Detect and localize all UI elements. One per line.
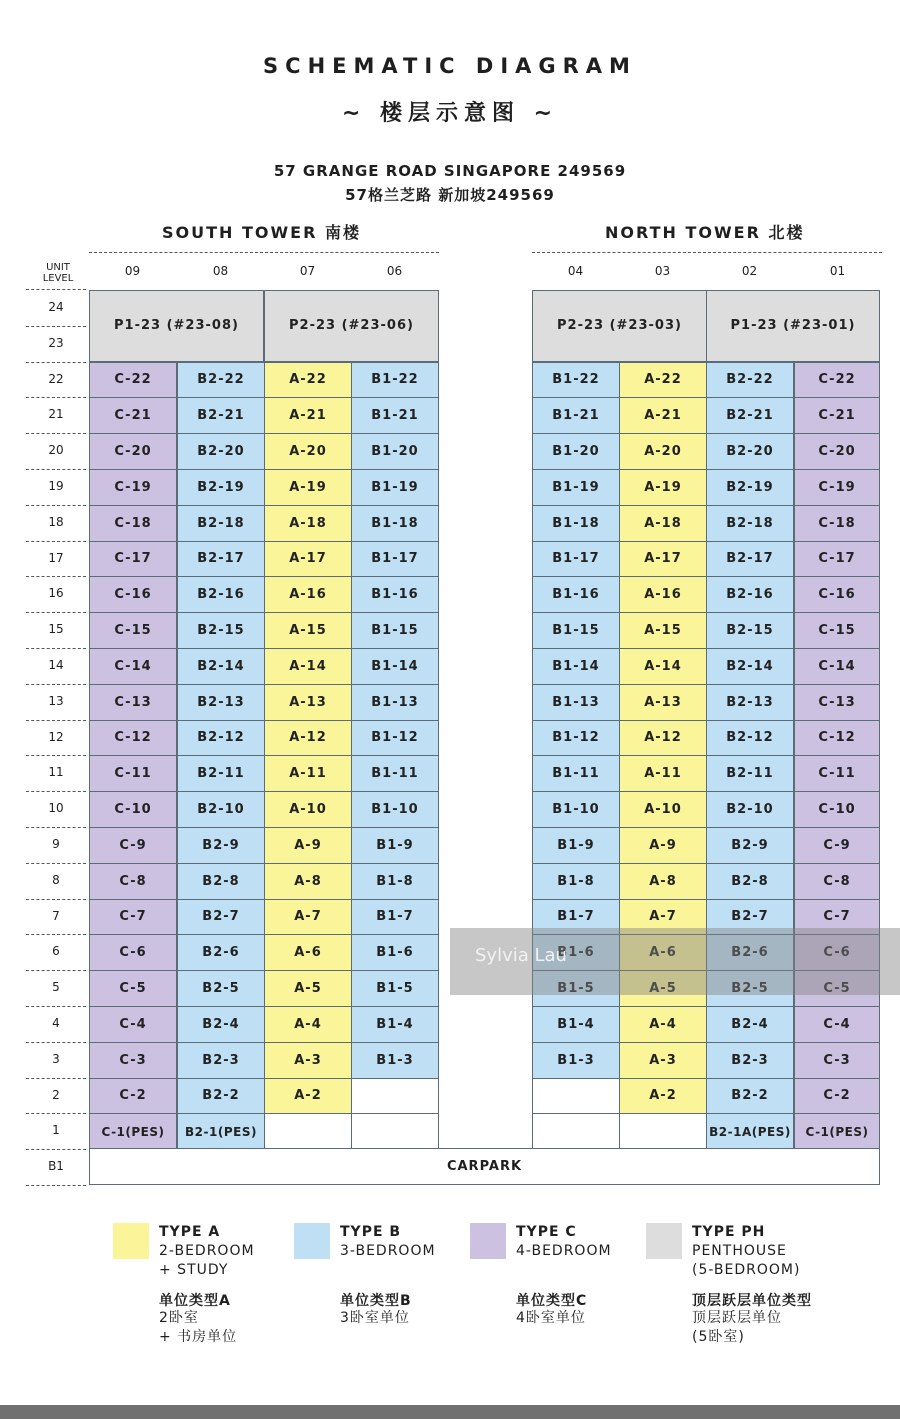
unit-cell: A-19 [264,469,352,506]
unit-cell: B1-6 [532,934,620,971]
column-header-09: 09 [124,264,141,278]
unit-cell: B2-9 [177,827,265,864]
unit-cell: B1-15 [351,612,439,649]
unit-cell: C-8 [794,863,880,900]
unit-cell: B1-9 [532,827,620,864]
unit-cell: B2-4 [706,1006,794,1043]
unit-cell: A-3 [619,1042,707,1079]
unit-cell: B2-21 [177,397,265,434]
unit-cell: C-7 [89,899,177,936]
south-header-divider [89,252,439,253]
unit-cell: A-21 [619,397,707,434]
unit-cell: B1-15 [532,612,620,649]
unit-cell: A-21 [264,397,352,434]
level-label-21: 21 [48,407,64,422]
column-header-07: 07 [299,264,316,278]
unit-cell: B1-22 [351,362,439,399]
empty-cell [264,1113,352,1150]
level-divider [26,397,86,398]
unit-cell: C-15 [794,612,880,649]
unit-cell: C-16 [794,576,880,613]
legend-desc-en: 3-BEDROOM [340,1243,436,1259]
unit-cell: A-17 [619,541,707,578]
level-divider [26,289,86,290]
unit-cell: B2-8 [177,863,265,900]
legend-desc-cn: 3卧室单位 [340,1310,410,1326]
unit-cell: C-22 [89,362,177,399]
level-divider [26,970,86,971]
unit-cell: B1-7 [351,899,439,936]
unit-cell: C-2 [794,1078,880,1115]
legend-title-cn: 单位类型A [159,1293,231,1309]
unit-cell: B2-2 [706,1078,794,1115]
level-label-20: 20 [48,443,64,458]
carpark-cell: CARPARK [89,1148,880,1185]
unit-cell: A-2 [619,1078,707,1115]
unit-cell: B1-6 [351,934,439,971]
legend-swatch [294,1223,330,1259]
legend-desc-en: 2-BEDROOM [159,1243,255,1259]
unit-cell: A-7 [619,899,707,936]
bottom-bar [0,1405,900,1419]
unit-cell: B1-17 [532,541,620,578]
unit-cell: B1-11 [532,755,620,792]
level-divider [26,899,86,900]
legend-swatch [646,1223,682,1259]
level-divider [26,1185,86,1186]
unit-cell: C-4 [794,1006,880,1043]
level-divider [26,1042,86,1043]
unit-cell: C-14 [89,648,177,685]
unit-cell: A-20 [619,433,707,470]
unit-cell: B2-13 [706,684,794,721]
unit-cell: C-1(PES) [89,1113,177,1150]
unit-cell: C-12 [794,720,880,757]
unit-cell: A-5 [619,970,707,1007]
empty-cell [351,1078,439,1115]
unit-cell: B2-18 [177,505,265,542]
unit-cell: B1-20 [351,433,439,470]
north-header-divider [532,252,882,253]
unit-cell: B1-22 [532,362,620,399]
legend-title: TYPE PH [692,1224,766,1240]
level-label-14: 14 [48,658,64,672]
unit-cell: B2-20 [177,433,265,470]
unit-cell: A-11 [619,755,707,792]
level-label-13: 13 [48,693,64,708]
unit-cell: A-4 [264,1006,352,1043]
unit-cell: C-5 [89,970,177,1007]
unit-cell: B2-1A(PES) [706,1113,794,1150]
unit-cell: B2-19 [706,469,794,506]
watermark-text: Sylvia Lau [475,945,567,966]
unit-cell: B2-4 [177,1006,265,1043]
unit-cell: B2-11 [706,755,794,792]
unit-cell: B2-20 [706,433,794,470]
legend-swatch [470,1223,506,1259]
unit-cell: C-21 [89,397,177,434]
legend-desc-cn: + 书房单位 [159,1329,238,1345]
level-label-12: 12 [48,729,64,744]
penthouse-cell: P1-23 (#23-08) [89,290,264,362]
level-label-15: 15 [48,622,64,637]
penthouse-cell: P1-23 (#23-01) [706,290,880,362]
unit-cell: B2-2 [177,1078,265,1115]
unit-cell: B2-10 [177,791,265,828]
legend-desc-cn: (5卧室) [692,1329,745,1345]
unit-cell: A-9 [619,827,707,864]
level-divider [26,541,86,542]
unit-cell: B1-10 [532,791,620,828]
unit-cell: A-22 [264,362,352,399]
unit-cell: B2-17 [706,541,794,578]
unit-cell: B1-21 [351,397,439,434]
legend-title-cn: 单位类型C [516,1293,588,1309]
column-header-04: 04 [567,264,584,278]
unit-cell: B1-12 [351,720,439,757]
unit-cell: A-14 [264,648,352,685]
level-label-16: 16 [48,586,64,601]
unit-cell: A-11 [264,755,352,792]
level-divider [26,863,86,864]
column-header-03: 03 [654,264,671,278]
level-label-17: 17 [48,550,64,565]
unit-cell: A-10 [619,791,707,828]
unit-cell: A-2 [264,1078,352,1115]
unit-cell: A-8 [619,863,707,900]
unit-cell: A-12 [264,720,352,757]
unit-cell: C-16 [89,576,177,613]
unit-cell: B2-14 [706,648,794,685]
unit-cell: A-6 [619,934,707,971]
legend-desc-cn: 4卧室单位 [516,1310,586,1326]
legend-title-cn: 单位类型B [340,1293,412,1309]
level-divider [26,1078,86,1079]
unit-cell: B2-7 [706,899,794,936]
legend-desc-en: PENTHOUSE [692,1243,787,1259]
unit-cell: A-14 [619,648,707,685]
unit-cell: B2-17 [177,541,265,578]
unit-cell: A-5 [264,970,352,1007]
level-label-B1: B1 [48,1159,64,1174]
unit-cell: B1-5 [532,970,620,1007]
level-label-18: 18 [48,514,64,529]
level-label-3: 3 [52,1051,60,1066]
unit-cell: C-1(PES) [794,1113,880,1150]
legend-desc-cn: 顶层跃层单位 [692,1310,782,1326]
unit-cell: A-13 [619,684,707,721]
unit-cell: B2-16 [706,576,794,613]
unit-cell: A-18 [619,505,707,542]
unit-cell: B1-4 [532,1006,620,1043]
unit-cell: A-3 [264,1042,352,1079]
unit-cell: B2-22 [706,362,794,399]
level-divider [26,576,86,577]
unit-cell: C-18 [794,505,880,542]
unit-cell: C-14 [794,648,880,685]
unit-cell: B2-3 [177,1042,265,1079]
level-divider [26,827,86,828]
unit-cell: C-9 [794,827,880,864]
legend-title: TYPE B [340,1224,402,1240]
unit-cell: C-10 [794,791,880,828]
level-divider [26,1006,86,1007]
unit-label: UNIT [46,262,70,273]
diagram-subtitle: ~ 楼层示意图 ~ [341,101,559,126]
unit-cell: B1-14 [351,648,439,685]
unit-cell: B2-5 [706,970,794,1007]
level-label-7: 7 [52,908,60,923]
level-divider [26,362,86,363]
level-label-8: 8 [52,872,60,887]
level-divider [26,720,86,721]
column-header-01: 01 [829,264,846,278]
unit-cell: C-6 [89,934,177,971]
diagram-title: SCHEMATIC DIAGRAM [263,54,637,78]
unit-cell: B2-14 [177,648,265,685]
unit-cell: B1-21 [532,397,620,434]
unit-cell: B1-7 [532,899,620,936]
level-label-19: 19 [48,479,64,493]
unit-cell: B1-12 [532,720,620,757]
unit-cell: B1-16 [351,576,439,613]
unit-cell: C-12 [89,720,177,757]
level-divider [26,755,86,756]
unit-cell: B2-3 [706,1042,794,1079]
unit-cell: B2-15 [706,612,794,649]
unit-level-header [30,262,86,284]
unit-cell: B1-10 [351,791,439,828]
address-english: 57 GRANGE ROAD SINGAPORE 249569 [273,162,627,180]
empty-cell [351,1113,439,1150]
unit-cell: B1-17 [351,541,439,578]
column-header-08: 08 [212,264,229,278]
unit-cell: A-22 [619,362,707,399]
unit-cell: C-20 [89,433,177,470]
unit-cell: C-21 [794,397,880,434]
level-divider [26,326,86,327]
level-divider [26,791,86,792]
unit-cell: A-4 [619,1006,707,1043]
unit-cell: B1-4 [351,1006,439,1043]
level-label-22: 22 [48,371,64,386]
level-divider [26,934,86,935]
unit-cell: B2-9 [706,827,794,864]
unit-cell: B1-16 [532,576,620,613]
unit-cell: A-20 [264,433,352,470]
unit-cell: B2-11 [177,755,265,792]
level-label-1: 1 [52,1123,60,1138]
unit-cell: A-13 [264,684,352,721]
unit-cell: B2-6 [706,934,794,971]
unit-cell: A-16 [264,576,352,613]
unit-cell: C-5 [794,970,880,1007]
unit-cell: B1-8 [351,863,439,900]
empty-cell [619,1113,707,1150]
unit-cell: C-17 [794,541,880,578]
unit-cell: B2-19 [177,469,265,506]
unit-cell: B2-12 [177,720,265,757]
legend-title: TYPE C [516,1224,577,1240]
level-label-2: 2 [52,1087,60,1102]
unit-cell: C-10 [89,791,177,828]
empty-cell [532,1078,620,1115]
level-divider [26,1113,86,1114]
level-label-4: 4 [52,1016,60,1030]
unit-cell: B1-14 [532,648,620,685]
unit-cell: B2-5 [177,970,265,1007]
legend-desc-en: 4-BEDROOM [516,1243,612,1259]
unit-cell: B2-16 [177,576,265,613]
unit-cell: B2-12 [706,720,794,757]
unit-cell: A-9 [264,827,352,864]
level-label-23: 23 [48,335,64,350]
unit-cell: B2-15 [177,612,265,649]
unit-cell: C-17 [89,541,177,578]
level-divider [26,433,86,434]
empty-cell [532,1113,620,1150]
unit-cell: A-10 [264,791,352,828]
unit-cell: C-13 [89,684,177,721]
unit-cell: C-19 [89,469,177,506]
unit-cell: C-4 [89,1006,177,1043]
column-header-06: 06 [386,264,403,278]
unit-cell: B2-10 [706,791,794,828]
unit-cell: C-9 [89,827,177,864]
level-divider [26,684,86,685]
unit-cell: B1-3 [351,1042,439,1079]
level-divider [26,1149,86,1150]
unit-cell: A-18 [264,505,352,542]
level-divider [26,648,86,649]
level-divider [26,469,86,470]
south-tower-label: SOUTH TOWER 南楼 [162,223,361,242]
unit-cell: A-17 [264,541,352,578]
level-label: LEVEL [42,273,74,284]
unit-cell: B2-7 [177,899,265,936]
unit-cell: C-22 [794,362,880,399]
unit-cell: C-20 [794,433,880,470]
unit-cell: B1-11 [351,755,439,792]
address-chinese: 57格兰芝路 新加坡249569 [345,186,555,204]
unit-cell: B2-6 [177,934,265,971]
level-divider [26,612,86,613]
unit-cell: B1-13 [532,684,620,721]
unit-cell: B2-22 [177,362,265,399]
unit-cell: C-15 [89,612,177,649]
level-label-5: 5 [52,980,60,995]
unit-cell: B1-19 [351,469,439,506]
unit-cell: C-2 [89,1078,177,1115]
unit-cell: B1-5 [351,970,439,1007]
unit-cell: C-11 [89,755,177,792]
unit-cell: B1-19 [532,469,620,506]
level-label-11: 11 [48,765,64,780]
unit-cell: B2-18 [706,505,794,542]
legend-swatch [113,1223,149,1259]
level-label-6: 6 [52,944,60,959]
unit-cell: C-6 [794,934,880,971]
unit-cell: A-8 [264,863,352,900]
level-label-9: 9 [52,837,60,851]
unit-cell: B1-18 [351,505,439,542]
unit-cell: C-3 [89,1042,177,1079]
level-label-10: 10 [48,801,64,816]
unit-cell: A-7 [264,899,352,936]
unit-cell: C-13 [794,684,880,721]
unit-cell: A-15 [264,612,352,649]
unit-cell: A-19 [619,469,707,506]
level-label-24: 24 [48,300,64,314]
unit-cell: B1-8 [532,863,620,900]
unit-cell: B1-3 [532,1042,620,1079]
legend-desc-en: (5-BEDROOM) [692,1262,801,1278]
legend-title: TYPE A [159,1224,221,1240]
unit-cell: A-16 [619,576,707,613]
unit-cell: A-15 [619,612,707,649]
unit-cell: B2-8 [706,863,794,900]
unit-cell: B2-13 [177,684,265,721]
unit-cell: A-12 [619,720,707,757]
legend-desc-en: + STUDY [159,1262,229,1278]
unit-cell: A-6 [264,934,352,971]
unit-cell: B2-21 [706,397,794,434]
north-tower-label: NORTH TOWER 北楼 [605,223,805,242]
legend-title-cn: 顶层跃层单位类型 [692,1293,812,1309]
penthouse-cell: P2-23 (#23-03) [532,290,707,362]
unit-cell: C-3 [794,1042,880,1079]
unit-cell: C-7 [794,899,880,936]
unit-cell: C-11 [794,755,880,792]
penthouse-cell: P2-23 (#23-06) [264,290,439,362]
unit-cell: B1-18 [532,505,620,542]
unit-cell: B1-20 [532,433,620,470]
unit-cell: B1-13 [351,684,439,721]
unit-cell: C-18 [89,505,177,542]
unit-cell: B1-9 [351,827,439,864]
unit-cell: C-19 [794,469,880,506]
level-divider [26,505,86,506]
unit-cell: B2-1(PES) [177,1113,265,1150]
legend-desc-cn: 2卧室 [159,1310,199,1326]
column-header-02: 02 [741,264,758,278]
unit-cell: C-8 [89,863,177,900]
